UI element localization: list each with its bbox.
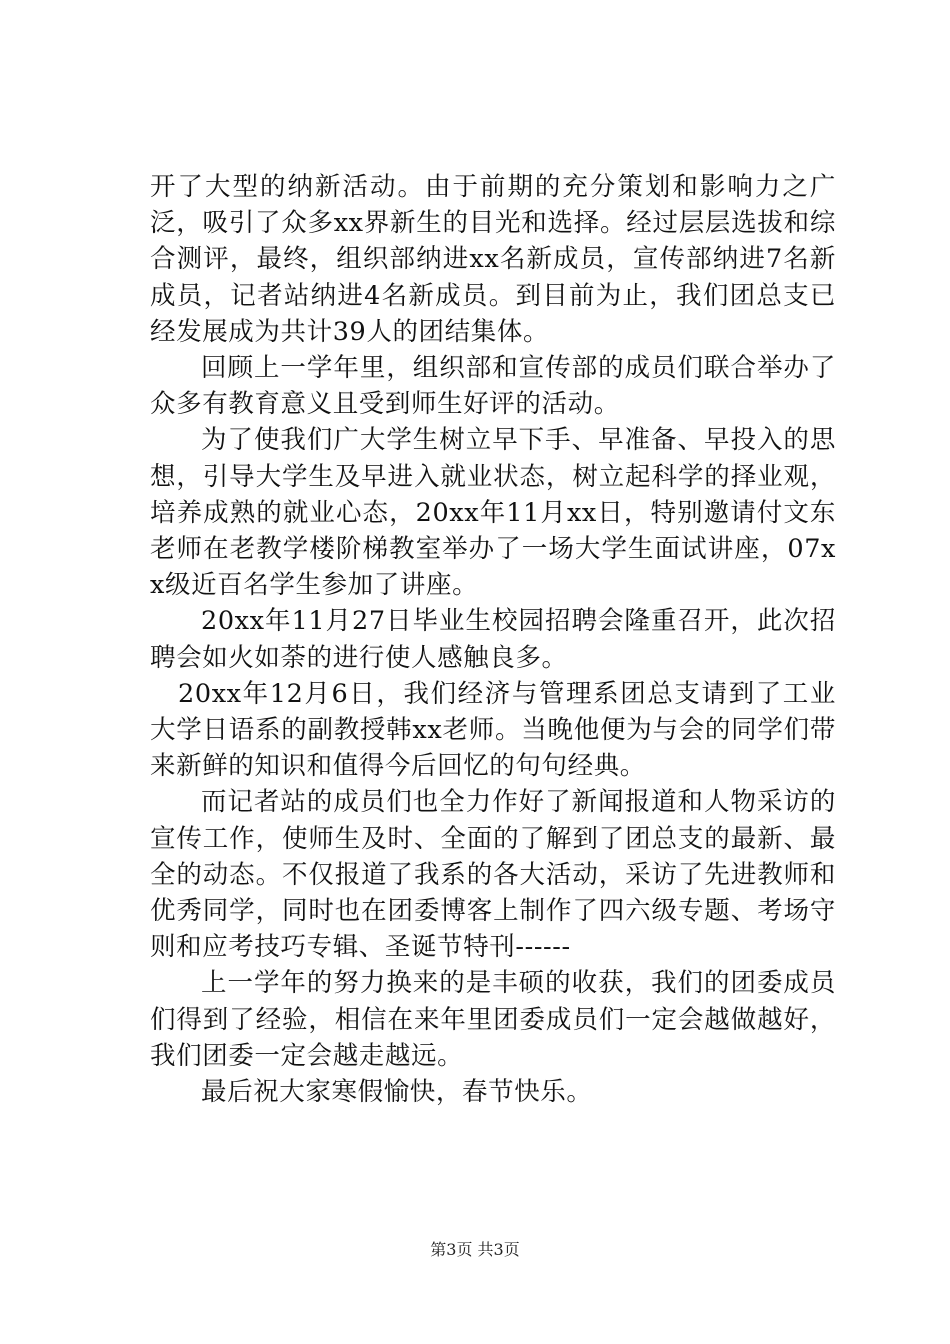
document-body [150, 169, 836, 1110]
paragraph-guest-professor: 20xx年12月6日，我们经济与管理系团总支请到了工业大学日语系的副教授韩xx老师。当晚他便为与会的同学们带来新鲜的知识和值得今后回忆的句句经典。 [150, 678, 836, 782]
paragraph-harvest: 上一学年的努力换来的是丰硕的收获，我们的团委成员们得到了经验，相信在来年里团委成员们一定会越做越好，我们团委一定会越走越远。 [150, 968, 836, 1071]
paragraph-closing-wishes: 最后祝大家寒假愉快，春节快乐。 [201, 1077, 593, 1108]
paragraph-recruitment: 开了大型的纳新活动。由于前期的充分策划和影响力之广泛，吸引了众多xx界新生的目光和选择。经过层层选拔和综合测评，最终，组织部纳进xx名新成员，宣传部纳进7名新成员，记者站纳进4名新成员。到目前为止，我们团总支已经发展成为共计39人的团结集体。 [150, 172, 836, 347]
page-footer: 第3页 共3页 [430, 1240, 520, 1259]
paragraph-review: 回顾上一学年里，组织部和宣传部的成员们联合举办了众多有教育意义且受到师生好评的活动。 [150, 353, 836, 420]
paragraph-interview-lecture: 为了使我们广大学生树立早下手、早准备、早投入的思想，引导大学生及早进入就业状态，树立起科学的择业观，培养成熟的就业心态，20xx年11月xx日，特别邀请付文东老师在老教学楼阶梯教室举办了一场大学生面试讲座，07xx级近百名学生参加了讲座。 [150, 425, 836, 601]
paragraph-job-fair: 20xx年11月27日毕业生校园招聘会隆重召开，此次招聘会如火如荼的进行使人感触良多。 [150, 606, 836, 673]
paragraph-press-station: 而记者站的成员们也全力作好了新闻报道和人物采访的宣传工作，使师生及时、全面的了解到了团总支的最新、最全的动态。不仅报道了我系的各大活动，采访了先进教师和优秀同学，同时也在团委博客上制作了四六级专题、考场守则和应考技巧专辑、圣诞节特刊------ [150, 787, 836, 963]
